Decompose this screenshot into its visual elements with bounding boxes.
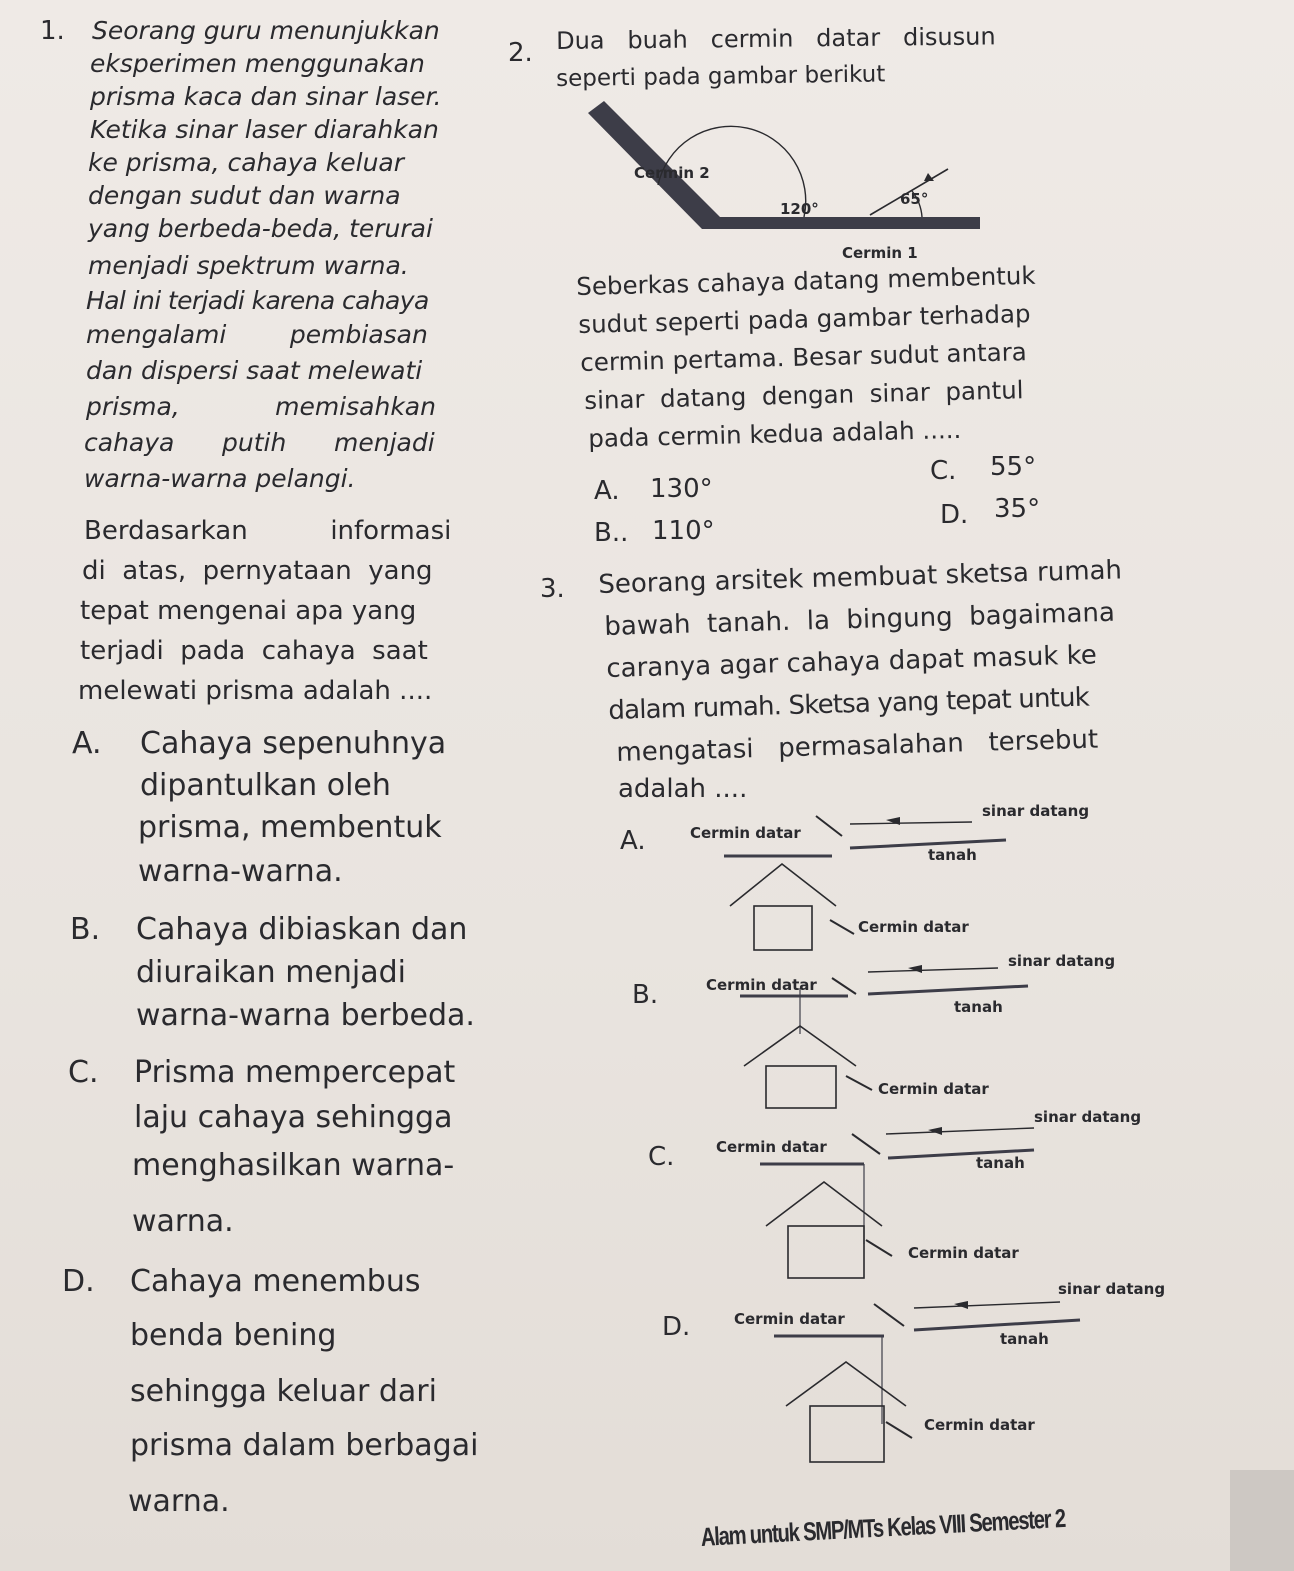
house-body <box>810 1406 884 1462</box>
house-body <box>754 906 812 950</box>
q2-body-line: pada cermin kedua adalah ..... <box>588 414 962 453</box>
option-letter: A. <box>594 476 620 506</box>
option-text: Prisma mempercepat <box>134 1055 456 1090</box>
q2-line: Dua buah cermin datar disusun <box>556 22 996 55</box>
q2-number: 2. <box>508 38 533 68</box>
ray-label: sinar datang <box>1034 1108 1142 1126</box>
bottom-mirror-icon <box>886 1422 912 1438</box>
q1-line: menjadi spektrum warna. <box>88 251 409 280</box>
option-letter: D. <box>62 1264 95 1299</box>
q1-line: dan dispersi saat melewati <box>86 356 423 385</box>
option-letter: D. <box>662 1312 691 1342</box>
q1-line: eksperimen menggunakan <box>90 49 425 78</box>
option-value: 35° <box>994 494 1041 524</box>
book-footer: Alam untuk SMP/MTs Kelas VIII Semester 2 <box>700 1502 1066 1552</box>
ground-label: tanah <box>1000 1330 1049 1348</box>
q2-mirror-figure <box>560 95 1000 265</box>
q1-line: Hal ini terjadi karena cahaya <box>86 286 429 315</box>
option-text: sehingga keluar dari <box>130 1374 437 1409</box>
q1-line: prisma kaca dan sinar laser. <box>90 82 442 111</box>
page-corner <box>1230 1470 1294 1571</box>
option-letter: A. <box>620 826 646 856</box>
q3-line: caranya agar cahaya dapat masuk ke <box>606 640 1098 684</box>
bottom-mirror-icon <box>866 1240 892 1256</box>
option-text: menghasilkan warna- <box>132 1148 455 1183</box>
q1-question-line: melewati prisma adalah .... <box>78 676 433 706</box>
house-roof <box>786 1362 906 1406</box>
q2-body-line: sinar datang dengan sinar pantul <box>584 375 1024 415</box>
bottom-mirror-label: Cermin datar <box>878 1080 989 1098</box>
bottom-mirror-label: Cermin datar <box>908 1244 1019 1262</box>
top-mirror-label: Cermin datar <box>690 824 801 842</box>
incoming-ray <box>914 1302 1060 1308</box>
option-text: warna-warna berbeda. <box>136 998 475 1033</box>
option-text: Cahaya sepenuhnya <box>140 726 447 761</box>
q1-line: cahaya putih menjadi <box>84 428 435 457</box>
option-letter: C. <box>930 456 957 486</box>
bottom-mirror-label: Cermin datar <box>858 918 969 936</box>
option-letter: D. <box>940 500 969 530</box>
mirror-1 <box>702 217 980 229</box>
q1-number: 1. <box>40 16 65 46</box>
q2-body-line: sudut seperti pada gambar terhadap <box>578 298 1031 339</box>
option-letter: C. <box>68 1055 99 1090</box>
option-text: diuraikan menjadi <box>136 955 407 990</box>
q3-line: adalah .... <box>618 774 748 804</box>
option-text: benda bening <box>130 1318 337 1353</box>
option-letter: B.. <box>594 518 629 548</box>
q3-line: mengatasi permasalahan tersebut <box>616 724 1099 768</box>
option-text: prisma dalam berbagai <box>130 1428 479 1463</box>
mirror-2-label: Cermin 2 <box>634 164 710 182</box>
ground-label: tanah <box>928 846 977 864</box>
top-mirror-icon <box>832 978 856 994</box>
ray-arrow <box>928 1127 942 1135</box>
option-text: laju cahaya sehingga <box>134 1100 453 1135</box>
option-text: warna. <box>132 1204 234 1239</box>
option-text: Cahaya menembus <box>130 1264 421 1299</box>
top-mirror-label: Cermin datar <box>734 1310 845 1328</box>
q1-line: prisma, memisahkan <box>86 392 436 421</box>
option-text: prisma, membentuk <box>138 810 442 845</box>
ray-arrow <box>908 965 922 973</box>
q1-question-line: Berdasarkan informasi <box>84 516 452 546</box>
q1-line: Seorang guru menunjukkan <box>92 16 440 45</box>
bottom-mirror-label: Cermin datar <box>924 1416 1035 1434</box>
q2-body-line: Seberkas cahaya datang membentuk <box>576 260 1036 301</box>
option-letter: B. <box>70 912 101 947</box>
option-text: dipantulkan oleh <box>140 768 391 803</box>
option-letter: C. <box>648 1142 675 1172</box>
house-roof <box>730 864 836 906</box>
q1-line: dengan sudut dan warna <box>88 181 401 210</box>
q3-line: Seorang arsitek membuat sketsa rumah <box>598 555 1123 600</box>
option-value: 110° <box>652 516 715 546</box>
q1-question-line: di atas, pernyataan yang <box>82 556 433 586</box>
ray-label: sinar datang <box>1008 952 1116 970</box>
q3-line: bawah tanah. la bingung bagaimana <box>604 597 1116 642</box>
incoming-ray <box>886 1128 1034 1134</box>
option-letter: B. <box>632 980 659 1010</box>
q2-line: seperti pada gambar berikut <box>556 61 886 92</box>
ground-label: tanah <box>976 1154 1025 1172</box>
q1-line: mengalami pembiasan <box>86 320 428 349</box>
option-value: 130° <box>650 474 713 504</box>
option-value: 55° <box>990 452 1037 482</box>
option-letter: A. <box>72 726 102 761</box>
incoming-ray <box>850 822 972 824</box>
house-body <box>766 1066 836 1108</box>
ray-arrow <box>924 173 934 181</box>
ray-label: sinar datang <box>1058 1280 1166 1298</box>
ground-line <box>914 1320 1080 1330</box>
q1-line: yang berbeda-beda, terurai <box>88 214 433 243</box>
top-mirror-label: Cermin datar <box>706 976 817 994</box>
incoming-ray <box>868 968 998 972</box>
q1-question-line: terjadi pada cahaya saat <box>80 636 428 666</box>
top-mirror-label: Cermin datar <box>716 1138 827 1156</box>
top-mirror-icon <box>816 816 842 836</box>
ray-arrow <box>954 1301 968 1309</box>
house-body <box>788 1226 864 1278</box>
ground-line <box>868 986 1028 994</box>
angle-120-label: 120° <box>780 200 819 218</box>
top-mirror-icon <box>852 1134 880 1154</box>
option-text: Cahaya dibiaskan dan <box>136 912 468 947</box>
option-text: warna. <box>128 1484 230 1519</box>
q2-body-line: cermin pertama. Besar sudut antara <box>580 337 1028 377</box>
q3-line: dalam rumah. Sketsa yang tepat untuk <box>608 682 1090 726</box>
q1-question-line: tepat mengenai apa yang <box>80 596 417 626</box>
q3-number: 3. <box>540 574 565 604</box>
ground-label: tanah <box>954 998 1003 1016</box>
mirror-1-label: Cermin 1 <box>842 244 918 262</box>
bottom-mirror-icon <box>846 1076 872 1090</box>
option-text: warna-warna. <box>138 854 343 889</box>
top-mirror-icon <box>874 1304 904 1326</box>
bottom-mirror-icon <box>830 920 854 934</box>
q1-line: Ketika sinar laser diarahkan <box>90 115 439 144</box>
ray-label: sinar datang <box>982 802 1090 820</box>
q1-line: ke prisma, cahaya keluar <box>88 148 405 177</box>
q1-line: warna-warna pelangi. <box>84 464 356 493</box>
angle-65-label: 65° <box>900 190 929 208</box>
